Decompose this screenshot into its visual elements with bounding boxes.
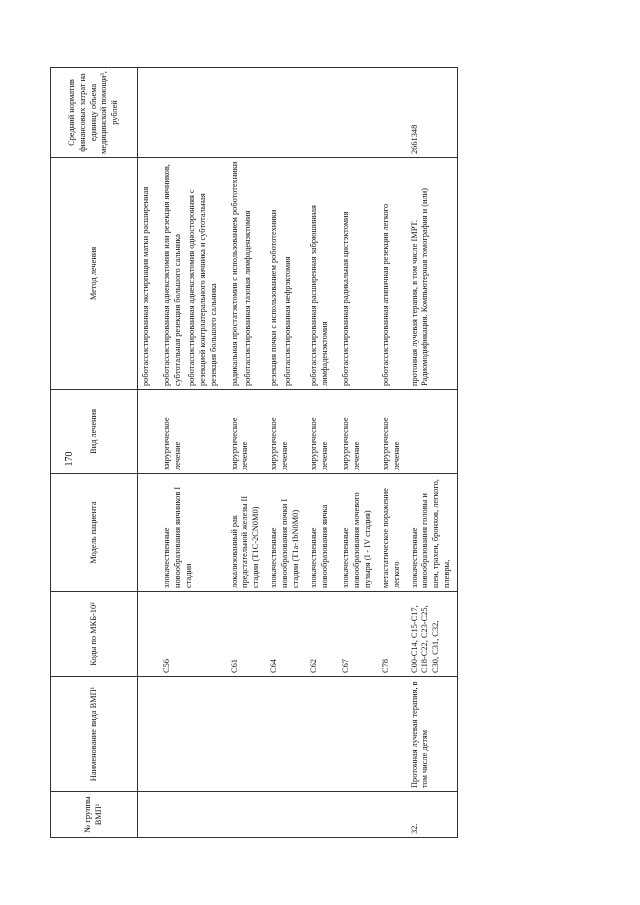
header-group-number: № группы ВМП¹ [51, 792, 138, 838]
treatment-type-cell: хирургическое лечение [266, 390, 306, 474]
patient-model-cell: злокачественные новообразования яичка [306, 474, 338, 592]
vmp-table [50, 67, 458, 838]
vmp-name-cell: Протонная лучевая терапия, в том числе детям [407, 677, 458, 792]
treatment-type-cell: хирургическое лечение [338, 390, 378, 474]
table-row [378, 68, 407, 838]
treatment-method-cell [338, 158, 378, 390]
treatment-type-cell: хирургическое лечение [306, 390, 338, 474]
icd-code-cell: C67 [338, 592, 378, 677]
patient-model-cell: злокачественные новообразования почки I стадии (T1a-1bN0M0) [266, 474, 306, 592]
icd-code-cell: C64 [266, 592, 306, 677]
method-line: роботассистированная аднексэктомия односторонняя с резекцией контрлатерального яичника и субтотальная резекция большого сальника [186, 189, 218, 386]
treatment-method-cell [266, 158, 306, 390]
patient-model-cell: метастатическое поражение легкого [378, 474, 407, 592]
header-treatment-type: Вид лечения [51, 390, 138, 474]
header-treatment-method: Метод лечения [51, 158, 138, 390]
header-cost-standard: Средний норматив финансовых затрат на единицу объема медицинской помощи³, рублей [51, 68, 138, 158]
treatment-type-cell [138, 390, 159, 474]
method-line: радикальная простатэктомия с использованием робототехники [229, 161, 239, 386]
header-vmp-name: Наименование вида ВМП¹ [51, 677, 138, 792]
method-line: роботассистированная атипичная резекция легкого [380, 203, 390, 386]
table-row [306, 68, 338, 838]
table-row [138, 68, 159, 838]
patient-model-cell [138, 474, 159, 592]
rotated-table-sheet [50, 68, 590, 838]
table-row [227, 68, 267, 838]
treatment-method-cell [159, 158, 227, 390]
cost-standard-cell: 2661348 [407, 68, 458, 158]
treatment-method-cell [227, 158, 267, 390]
method-line: роботассистированная аднексэктомия или резекция яичников, субтотальная резекция большого сальника [161, 164, 182, 386]
icd-code-cell: C61 [227, 592, 267, 677]
treatment-type-cell: хирургическое лечение [159, 390, 227, 474]
method-line: роботассистированная расширенная забрюшинная лимфаденэктомия [309, 205, 329, 386]
method-line: резекция почки с использованием робототехники [269, 209, 279, 386]
patient-model-cell: локализованный рак предстательной железы II стадии (T1C-2CN0M0) [227, 474, 267, 592]
table-row [159, 68, 227, 838]
treatment-method-cell [306, 158, 338, 390]
patient-model-cell: злокачественные новообразования мочевого пузыря (I - IV стадия) [338, 474, 378, 592]
header-patient-model: Модель пациента [51, 474, 138, 592]
treatment-type-cell: хирургическое лечение [378, 390, 407, 474]
header-icd-codes: Коды по МКБ-10² [51, 592, 138, 677]
treatment-method-cell [138, 158, 159, 390]
header-row [51, 68, 138, 838]
page-number: 170 [64, 451, 75, 467]
icd-code-cell: C78 [378, 592, 407, 677]
patient-model-cell: злокачественные новообразования яичников I стадии [159, 474, 227, 592]
table-row [266, 68, 306, 838]
method-line: роботассистированная экстирпация матки расширенная [141, 186, 150, 386]
method-line: роботассистированная нефрэктомия [283, 256, 293, 386]
group-number-cell: 32. [407, 792, 458, 838]
treatment-method-cell: протонная лучевая терапия, в том числе IMPT. Радиомодификация. Компьютерная томография и (или) [407, 158, 458, 390]
icd-code-cell: C00-C14, C15-C17, C18-C22, C23-C25, C30, C31, C32, [407, 592, 458, 677]
method-line: роботассистированная тазовая лимфаденэктомия [243, 210, 253, 386]
table-row [338, 68, 378, 838]
method-line: роботассистированная радикальная цистэктомия [340, 211, 350, 386]
icd-code-cell: C62 [306, 592, 338, 677]
treatment-method-cell [378, 158, 407, 390]
treatment-type-cell: хирургическое лечение [227, 390, 267, 474]
patient-model-cell: злокачественные новообразования головы и шеи, трахеи, бронхов, легкого, плевры, [407, 474, 458, 592]
icd-code-cell [138, 592, 159, 677]
icd-code-cell: C56 [159, 592, 227, 677]
table-row-group-32 [407, 68, 458, 838]
